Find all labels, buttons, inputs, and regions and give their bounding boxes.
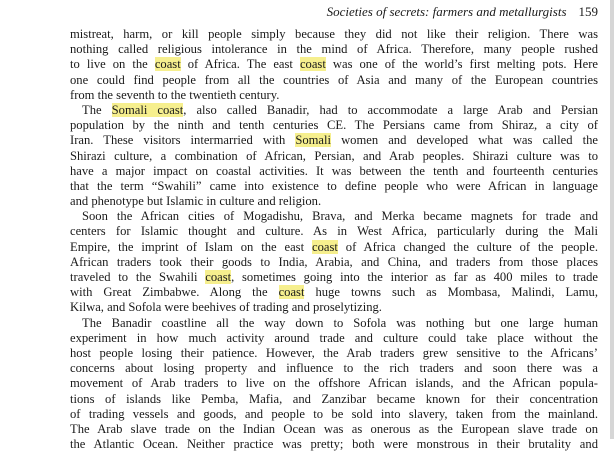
text-run: , also called Banadir, had to accommodate a large Arab and Persian (183, 102, 599, 117)
search-highlight: coast (205, 270, 232, 284)
text-run: that the term “Swahili” came into existence to define people who were African in language (70, 178, 598, 193)
text-run: was one of the world’s first melting pots. Here (325, 57, 598, 72)
running-title: Societies of secrets: farmers and metallurgists (326, 4, 567, 19)
text-line (70, 88, 598, 103)
text-line (70, 118, 598, 133)
text-run: and phenotype but Islamic in culture and religion. (70, 194, 322, 209)
text-run: The Banadir coastline all the way down to Sofola was nothing but one large human (82, 315, 598, 330)
text-run: Shirazi culture, a combination of African, Persian, and Arab peoples. Shirazi culture was to (70, 148, 598, 163)
text-line (70, 392, 598, 407)
text-line (70, 224, 598, 239)
text-run: have a major impact on coastal activities. It was between the tenth and fourteenth centuries (70, 163, 598, 178)
page-number: 159 (578, 4, 598, 19)
text-run: population by the ninth and tenth centuries CE. The Persians came from Shiraz, a city of (70, 118, 598, 133)
search-highlight: Somali (295, 133, 331, 148)
running-header (70, 4, 598, 24)
text-run: to live on the (70, 57, 155, 72)
text-run: huge towns such as Mombasa, Malindi, Lamu, (304, 285, 598, 300)
text-run: movement of Arab traders to live on the offshore African islands, and the African popula- (70, 376, 598, 391)
text-line (70, 376, 598, 391)
text-line (70, 407, 598, 422)
text-run: The (82, 102, 112, 117)
text-line (70, 270, 598, 285)
text-line (70, 42, 598, 57)
text-line (70, 103, 598, 118)
search-highlight: coast (154, 57, 181, 72)
text-line (70, 361, 598, 376)
text-line (70, 437, 598, 452)
text-line (70, 346, 598, 361)
text-run: of Africa. The east (180, 57, 300, 72)
text-run: of trading vessels and goods, and people to be sold into slavery, taken from the mainland. (70, 406, 598, 421)
text-line (70, 331, 598, 346)
text-line (70, 73, 598, 88)
search-highlight: coast (299, 57, 326, 72)
text-line (70, 164, 598, 179)
text-run: from the seventh to the twentieth century. (70, 87, 280, 102)
text-line (70, 285, 598, 300)
text-run: with Great Zimbabwe. Along the (70, 285, 279, 300)
text-run: experiment in how much activity around trade and culture could take place without the (70, 330, 598, 345)
text-line (70, 27, 598, 42)
text-line (70, 149, 598, 164)
text-line (70, 422, 598, 437)
text-run: centers for Islamic thought and culture. As in West Africa, particularly during the Mali (70, 224, 598, 239)
text-run: the Atlantic Ocean. Neither practice was pretty; both were monstrous in their brutality and (70, 437, 598, 452)
text-line (70, 209, 598, 224)
page-edge (610, 0, 614, 439)
text-run: host people losing their patience. However, the Arab traders grew sensitive to the Africans’ (70, 345, 598, 360)
search-highlight: coast (311, 239, 338, 254)
text-run: tions of islands like Pemba, Mafia, and Zanzibar became known for their concentration (70, 391, 598, 406)
search-highlight: Somali coast (111, 102, 184, 117)
text-run: traveled to the Swahili (70, 270, 206, 284)
search-highlight: coast (278, 285, 305, 300)
text-run: The Arab slave trade on the Indian Ocean was as onerous as the European slave trade on (70, 421, 598, 436)
text-line (70, 300, 598, 315)
text-run: women and developed what was called the (331, 133, 598, 148)
text-run: Empire, the imprint of Islam on the east (70, 239, 312, 254)
text-run: of Africa changed the culture of the people. (337, 239, 598, 254)
text-run: , sometimes going into the interior as far as 400 miles to trade (231, 270, 598, 284)
text-line (70, 255, 598, 270)
text-run: one could find people from all the countries of Asia and many of the European countries (70, 72, 598, 87)
text-line (70, 316, 598, 331)
text-run: African traders took their goods to India, Arabia, and China, and traders from those places (70, 254, 598, 269)
body-text (70, 27, 598, 452)
text-line (70, 57, 598, 72)
text-line (70, 194, 598, 209)
text-run: Kilwa, and Sofola were beehives of trading and proselytizing. (70, 300, 382, 315)
text-run: nothing called religious intolerance in the mind of Africa. Therefore, many people rushed (70, 42, 598, 57)
text-run: Soon the African cities of Mogadishu, Brava, and Merka became magnets for trade and (82, 209, 598, 224)
text-line (70, 240, 598, 255)
text-line (70, 133, 598, 148)
text-run: mistreat, harm, or kill people simply because they did not like their religion. There was (70, 27, 598, 41)
text-run: concerns about losing property and influence to the rich traders and soon there was a (70, 361, 598, 376)
text-run: Iran. These visitors intermarried with (70, 133, 296, 148)
text-line (70, 179, 598, 194)
